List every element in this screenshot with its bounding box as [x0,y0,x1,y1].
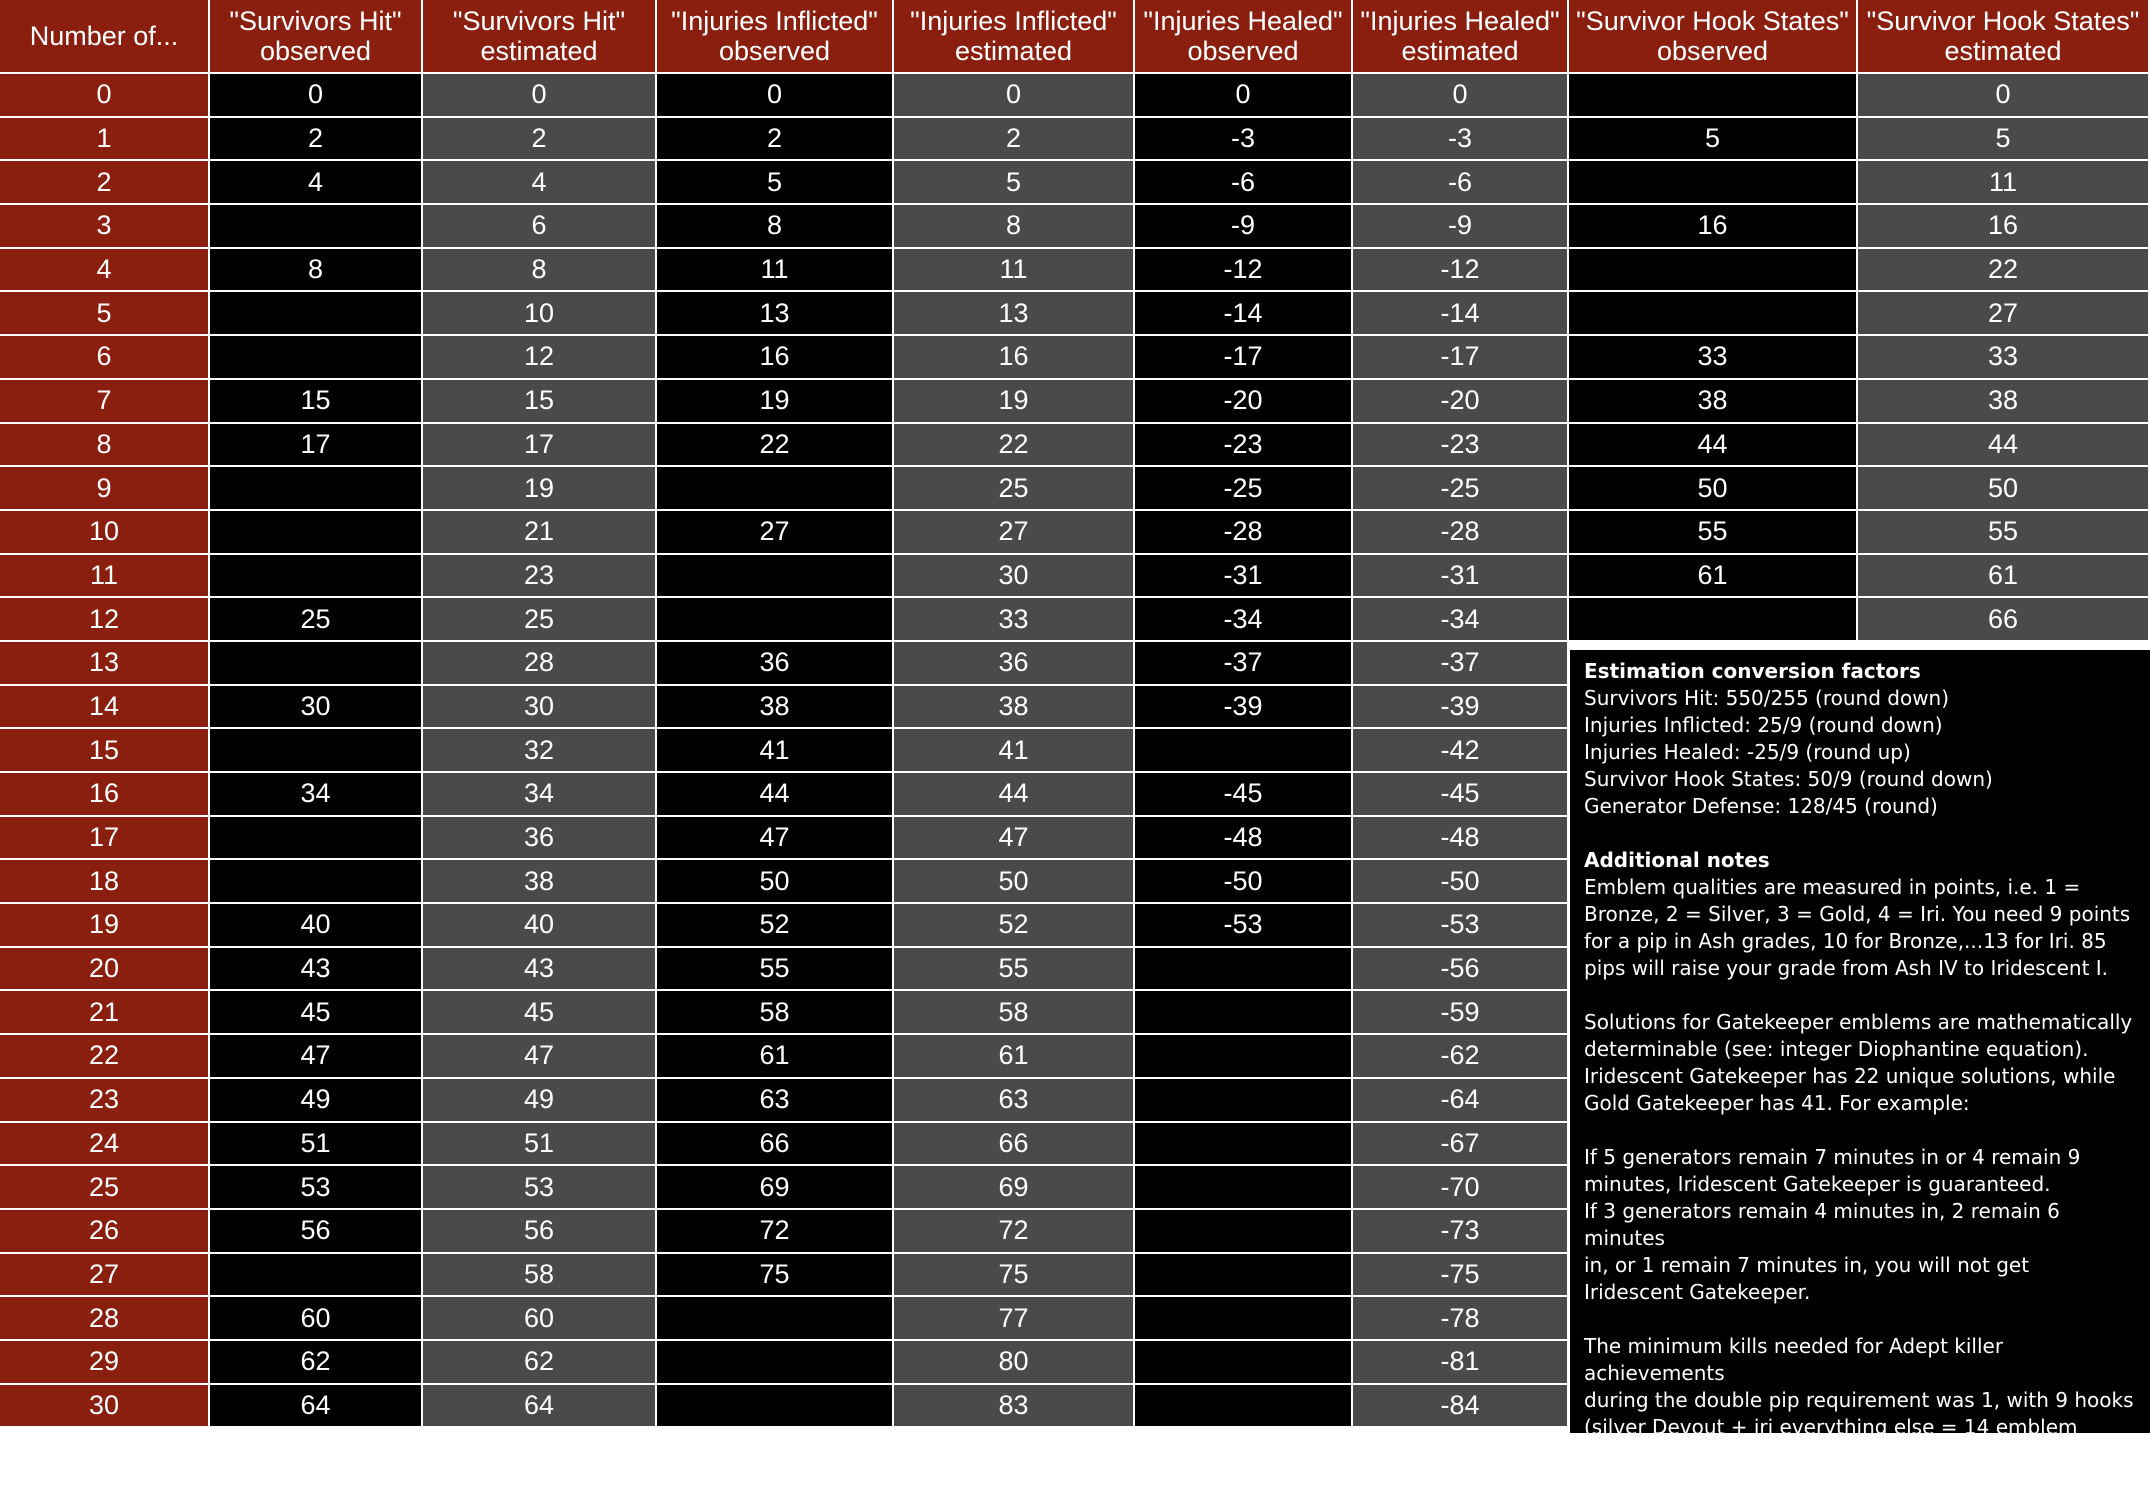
table-cell-injuries-healed-observed: -14 [1135,292,1353,336]
header-survivors-hit-estimated [423,0,657,74]
table-cell-hook-states-observed: 61 [1569,555,1858,599]
notes-paragraph-adept: The minimum kills needed for Adept killer achievements during the double pip requirement was 1, with 9 hooks (silver Devout + iri everything else = 14 emblem points, enough to double pip in Ash and Bronze grades.) [1584,1334,2134,1493]
table-cell-survivors-hit-estimated: 53 [423,1166,657,1210]
table-cell-injuries-healed-observed: -12 [1135,249,1353,293]
table-cell-survivors-hit-observed: 53 [210,1166,423,1210]
table-cell-hook-states-estimated: 22 [1858,249,2150,293]
table-cell-injuries-healed-observed: -31 [1135,555,1353,599]
row-number-cell: 24 [0,1123,210,1167]
table-cell-injuries-healed-estimated: -59 [1353,991,1569,1035]
table-cell-injuries-healed-estimated: -9 [1353,205,1569,249]
table-cell-injuries-inflicted-observed: 66 [657,1123,894,1167]
table-cell-injuries-inflicted-observed: 13 [657,292,894,336]
table-cell-hook-states-estimated: 11 [1858,161,2150,205]
table-cell-survivors-hit-observed [210,860,423,904]
table-cell-survivors-hit-observed: 60 [210,1297,423,1341]
table-cell-hook-states-observed [1569,161,1858,205]
table-cell-survivors-hit-observed [210,292,423,336]
spacer [1584,820,2140,847]
table-cell-injuries-inflicted-observed: 0 [657,74,894,118]
table-cell-survivors-hit-estimated: 40 [423,904,657,948]
table-cell-hook-states-estimated: 50 [1858,467,2150,511]
header-label-line: "Survivor Hook States" [1866,6,2140,36]
table-cell-injuries-healed-estimated: -42 [1353,729,1569,773]
table-cell-hook-states-observed: 16 [1569,205,1858,249]
row-number-cell: 22 [0,1035,210,1079]
row-number-cell: 6 [0,336,210,380]
table-cell-injuries-inflicted-estimated: 77 [894,1297,1135,1341]
table-cell-injuries-healed-observed: -39 [1135,686,1353,730]
table-cell-injuries-inflicted-estimated: 8 [894,205,1135,249]
table-cell-injuries-inflicted-observed: 75 [657,1254,894,1298]
table-cell-injuries-inflicted-estimated: 83 [894,1385,1135,1429]
table-cell-injuries-healed-observed: -50 [1135,860,1353,904]
header-label-line: "Injuries Inflicted" [671,6,878,36]
table-cell-injuries-inflicted-observed: 63 [657,1079,894,1123]
table-cell-injuries-inflicted-estimated: 5 [894,161,1135,205]
table-cell-injuries-inflicted-estimated: 63 [894,1079,1135,1123]
table-cell-survivors-hit-observed: 47 [210,1035,423,1079]
table-cell-survivors-hit-estimated: 15 [423,380,657,424]
table-cell-survivors-hit-estimated: 60 [423,1297,657,1341]
header-injuries-healed-estimated [1353,0,1569,74]
table-cell-injuries-inflicted-estimated: 27 [894,511,1135,555]
table-cell-injuries-healed-estimated: -45 [1353,773,1569,817]
table-cell-injuries-healed-estimated: -84 [1353,1385,1569,1429]
table-cell-injuries-healed-observed [1135,1210,1353,1254]
row-number-cell: 7 [0,380,210,424]
table-cell-hook-states-estimated: 27 [1858,292,2150,336]
header-label-line: estimated [1401,36,1519,66]
table-cell-injuries-inflicted-observed: 69 [657,1166,894,1210]
table-cell-injuries-healed-estimated: -50 [1353,860,1569,904]
table-cell-survivors-hit-estimated: 21 [423,511,657,555]
table-cell-injuries-healed-estimated: -56 [1353,948,1569,992]
row-number-cell: 19 [0,904,210,948]
table-cell-injuries-inflicted-observed [657,1341,894,1385]
table-cell-survivors-hit-estimated: 2 [423,118,657,162]
table-cell-injuries-healed-observed [1135,1123,1353,1167]
table-cell-survivors-hit-estimated: 45 [423,991,657,1035]
table-cell-injuries-inflicted-estimated: 11 [894,249,1135,293]
table-cell-injuries-healed-estimated: -37 [1353,642,1569,686]
table-cell-injuries-inflicted-estimated: 72 [894,1210,1135,1254]
table-cell-injuries-healed-estimated: -14 [1353,292,1569,336]
table-cell-survivors-hit-observed [210,467,423,511]
table-cell-survivors-hit-observed: 17 [210,424,423,468]
row-number-cell: 29 [0,1341,210,1385]
notes-paragraph-emblems: Emblem qualities are measured in points, i.e. 1 = Bronze, 2 = Silver, 3 = Gold, 4 = Iri. You need 9 points for a pip in Ash grades, 10 for Bronze,...13 for Iri. 85 pips will raise your grade from Ash IV to Iridescent I. [1584,875,2131,980]
table-cell-hook-states-observed: 33 [1569,336,1858,380]
table-cell-survivors-hit-estimated: 19 [423,467,657,511]
table-cell-hook-states-observed [1569,292,1858,336]
table-cell-injuries-inflicted-estimated: 2 [894,118,1135,162]
row-number-cell: 10 [0,511,210,555]
conversion-line: Generator Defense: 128/45 (round) [1584,794,1938,818]
table-cell-injuries-inflicted-observed: 58 [657,991,894,1035]
row-number-cell: 8 [0,424,210,468]
table-cell-hook-states-estimated: 61 [1858,555,2150,599]
table-cell-survivors-hit-observed [210,336,423,380]
table-cell-survivors-hit-estimated: 28 [423,642,657,686]
table-cell-injuries-inflicted-estimated: 69 [894,1166,1135,1210]
table-cell-hook-states-observed: 55 [1569,511,1858,555]
table-cell-survivors-hit-observed: 15 [210,380,423,424]
header-label-line: Number of... [29,21,179,51]
table-cell-injuries-healed-observed: -25 [1135,467,1353,511]
table-cell-injuries-inflicted-estimated: 61 [894,1035,1135,1079]
table-cell-injuries-healed-observed [1135,991,1353,1035]
table-cell-injuries-healed-estimated: -3 [1353,118,1569,162]
table-cell-injuries-healed-observed: -28 [1135,511,1353,555]
row-number-cell: 25 [0,1166,210,1210]
table-cell-injuries-healed-estimated: -12 [1353,249,1569,293]
row-number-cell: 27 [0,1254,210,1298]
row-number-cell: 14 [0,686,210,730]
table-cell-survivors-hit-observed: 43 [210,948,423,992]
table-cell-injuries-healed-estimated: -48 [1353,817,1569,861]
table-cell-survivors-hit-estimated: 58 [423,1254,657,1298]
table-cell-hook-states-observed: 44 [1569,424,1858,468]
table-cell-injuries-healed-observed: -3 [1135,118,1353,162]
table-cell-injuries-inflicted-estimated: 75 [894,1254,1135,1298]
table-cell-survivors-hit-estimated: 56 [423,1210,657,1254]
table-cell-hook-states-estimated: 44 [1858,424,2150,468]
table-cell-injuries-inflicted-estimated: 36 [894,642,1135,686]
header-injuries-inflicted-estimated [894,0,1135,74]
table-cell-injuries-healed-observed: -6 [1135,161,1353,205]
table-cell-injuries-inflicted-estimated: 13 [894,292,1135,336]
table-cell-injuries-healed-estimated: -75 [1353,1254,1569,1298]
table-cell-injuries-inflicted-estimated: 41 [894,729,1135,773]
row-number-cell: 2 [0,161,210,205]
table-cell-survivors-hit-observed: 40 [210,904,423,948]
row-number-cell: 15 [0,729,210,773]
conversion-line: Injuries Healed: -25/9 (round up) [1584,740,1911,764]
table-cell-injuries-healed-observed [1135,729,1353,773]
header-injuries-healed-observed [1135,0,1353,74]
table-cell-hook-states-estimated: 0 [1858,74,2150,118]
row-number-cell: 30 [0,1385,210,1429]
table-cell-injuries-healed-observed [1135,1079,1353,1123]
table-cell-injuries-healed-observed: 0 [1135,74,1353,118]
table-cell-survivors-hit-observed: 49 [210,1079,423,1123]
table-cell-survivors-hit-estimated: 25 [423,598,657,642]
table-cell-survivors-hit-estimated: 62 [423,1341,657,1385]
table-cell-injuries-inflicted-estimated: 19 [894,380,1135,424]
table-cell-injuries-healed-estimated: -78 [1353,1297,1569,1341]
table-cell-injuries-inflicted-observed: 72 [657,1210,894,1254]
table-cell-survivors-hit-estimated: 43 [423,948,657,992]
table-cell-hook-states-estimated: 33 [1858,336,2150,380]
header-label-line: estimated [480,36,598,66]
table-cell-injuries-inflicted-estimated: 30 [894,555,1135,599]
table-cell-injuries-healed-estimated: -39 [1353,686,1569,730]
header-hook-states-observed [1569,0,1858,74]
table-cell-survivors-hit-observed: 51 [210,1123,423,1167]
table-cell-injuries-inflicted-estimated: 22 [894,424,1135,468]
table-cell-survivors-hit-observed: 45 [210,991,423,1035]
table-cell-hook-states-observed [1569,249,1858,293]
table-cell-injuries-healed-observed [1135,1166,1353,1210]
header-label-line: "Survivors Hit" [452,6,626,36]
table-cell-injuries-inflicted-observed [657,1385,894,1429]
header-label-line: observed [1187,36,1299,66]
table-cell-survivors-hit-observed: 2 [210,118,423,162]
table-cell-injuries-healed-observed: -20 [1135,380,1353,424]
table-cell-hook-states-observed [1569,598,1858,642]
conversion-line: Survivors Hit: 550/255 (round down) [1584,686,1950,710]
table-cell-injuries-inflicted-observed: 22 [657,424,894,468]
table-cell-injuries-healed-observed: -53 [1135,904,1353,948]
header-survivors-hit-observed [210,0,423,74]
table-cell-injuries-inflicted-observed: 11 [657,249,894,293]
table-cell-injuries-inflicted-observed: 55 [657,948,894,992]
row-number-cell: 12 [0,598,210,642]
table-cell-hook-states-estimated: 55 [1858,511,2150,555]
table-cell-injuries-healed-estimated: -6 [1353,161,1569,205]
conversion-factors-title: Estimation conversion factors [1584,659,1921,683]
notes-paragraph-generators: If 5 generators remain 7 minutes in or 4 remain 9 minutes, Iridescent Gatekeeper is guaranteed. If 3 generators remain 4 minutes in, 2 remain 6 minutes in, or 1 remain 7 minutes in, you will not get Iridescent Gatekeeper. [1584,1145,2081,1304]
table-cell-hook-states-observed [1569,74,1858,118]
table-cell-survivors-hit-observed [210,205,423,249]
row-number-cell: 4 [0,249,210,293]
table-cell-injuries-healed-estimated: -81 [1353,1341,1569,1385]
table-cell-survivors-hit-estimated: 64 [423,1385,657,1429]
table-cell-injuries-inflicted-observed: 5 [657,161,894,205]
table-cell-injuries-inflicted-estimated: 16 [894,336,1135,380]
row-number-cell: 5 [0,292,210,336]
table-cell-injuries-inflicted-estimated: 33 [894,598,1135,642]
table-cell-injuries-inflicted-observed: 61 [657,1035,894,1079]
table-cell-injuries-healed-observed: -45 [1135,773,1353,817]
table-cell-hook-states-observed: 38 [1569,380,1858,424]
table-cell-injuries-inflicted-estimated: 0 [894,74,1135,118]
header-injuries-inflicted-observed [657,0,894,74]
table-cell-survivors-hit-observed [210,1254,423,1298]
table-cell-injuries-inflicted-observed: 2 [657,118,894,162]
table-cell-survivors-hit-observed: 34 [210,773,423,817]
table-cell-survivors-hit-estimated: 30 [423,686,657,730]
table-cell-injuries-inflicted-observed: 50 [657,860,894,904]
table-cell-injuries-inflicted-observed [657,467,894,511]
header-hook-states-estimated [1858,0,2150,74]
row-number-cell: 13 [0,642,210,686]
table-cell-survivors-hit-observed [210,555,423,599]
table-cell-survivors-hit-estimated: 47 [423,1035,657,1079]
row-number-cell: 23 [0,1079,210,1123]
table-cell-injuries-inflicted-observed: 19 [657,380,894,424]
table-cell-injuries-inflicted-observed [657,598,894,642]
table-cell-injuries-healed-estimated: -17 [1353,336,1569,380]
table-cell-injuries-inflicted-estimated: 52 [894,904,1135,948]
table-cell-survivors-hit-observed: 25 [210,598,423,642]
table-cell-injuries-healed-observed [1135,948,1353,992]
table-cell-survivors-hit-estimated: 36 [423,817,657,861]
row-number-cell: 26 [0,1210,210,1254]
table-cell-injuries-inflicted-observed: 16 [657,336,894,380]
table-cell-injuries-healed-observed [1135,1297,1353,1341]
row-number-cell: 18 [0,860,210,904]
table-cell-injuries-healed-observed [1135,1385,1353,1429]
table-cell-injuries-inflicted-estimated: 58 [894,991,1135,1035]
table-cell-injuries-inflicted-estimated: 66 [894,1123,1135,1167]
header-label-line: estimated [954,36,1073,66]
table-cell-injuries-healed-observed: -48 [1135,817,1353,861]
table-cell-injuries-healed-observed [1135,1254,1353,1298]
table-cell-survivors-hit-observed [210,817,423,861]
table-cell-hook-states-observed: 50 [1569,467,1858,511]
table-cell-survivors-hit-observed: 8 [210,249,423,293]
row-number-cell: 9 [0,467,210,511]
table-cell-survivors-hit-estimated: 12 [423,336,657,380]
table-cell-injuries-healed-estimated: -23 [1353,424,1569,468]
notes-panel [1570,650,2150,1493]
table-cell-injuries-inflicted-observed: 47 [657,817,894,861]
table-cell-injuries-healed-observed: -23 [1135,424,1353,468]
table-cell-hook-states-observed: 5 [1569,118,1858,162]
table-cell-injuries-healed-observed: -37 [1135,642,1353,686]
table-cell-survivors-hit-observed: 62 [210,1341,423,1385]
table-cell-injuries-healed-estimated: 0 [1353,74,1569,118]
table-cell-survivors-hit-observed [210,729,423,773]
table-cell-injuries-healed-estimated: -73 [1353,1210,1569,1254]
table-cell-injuries-inflicted-estimated: 25 [894,467,1135,511]
header-label-line: "Injuries Healed" [1143,6,1343,36]
table-cell-survivors-hit-observed: 30 [210,686,423,730]
table-cell-survivors-hit-estimated: 23 [423,555,657,599]
table-cell-injuries-inflicted-estimated: 47 [894,817,1135,861]
table-cell-injuries-healed-estimated: -53 [1353,904,1569,948]
row-number-cell: 1 [0,118,210,162]
table-cell-injuries-inflicted-estimated: 44 [894,773,1135,817]
table-cell-survivors-hit-estimated: 32 [423,729,657,773]
table-cell-injuries-inflicted-observed: 44 [657,773,894,817]
notes-paragraph-gatekeeper: Solutions for Gatekeeper emblems are mathematically determinable (see: integer Diophantine equation). Iridescent Gatekeeper has 22 unique solutions, while Gold Gatekeeper has 41. For example: [1584,1010,2133,1115]
table-cell-injuries-healed-estimated: -28 [1353,511,1569,555]
table-cell-injuries-healed-observed [1135,1341,1353,1385]
table-cell-hook-states-estimated: 16 [1858,205,2150,249]
spacer [1584,982,2140,1009]
additional-notes-title: Additional notes [1584,848,1770,872]
table-cell-injuries-healed-estimated: -62 [1353,1035,1569,1079]
header-label-line: "Survivor Hook States" [1576,6,1849,36]
table-cell-injuries-inflicted-observed: 41 [657,729,894,773]
table-cell-injuries-inflicted-observed: 38 [657,686,894,730]
spacer [1584,1117,2140,1144]
conversion-line: Survivor Hook States: 50/9 (round down) [1584,767,1993,791]
table-cell-injuries-inflicted-estimated: 38 [894,686,1135,730]
table-cell-hook-states-estimated: 5 [1858,118,2150,162]
table-cell-survivors-hit-estimated: 51 [423,1123,657,1167]
table-cell-survivors-hit-observed [210,642,423,686]
header-label-line: observed [718,36,831,66]
table-cell-survivors-hit-estimated: 8 [423,249,657,293]
table-cell-injuries-healed-estimated: -34 [1353,598,1569,642]
table-cell-injuries-healed-observed: -17 [1135,336,1353,380]
row-number-cell: 11 [0,555,210,599]
table-cell-injuries-inflicted-observed [657,1297,894,1341]
spacer [1584,1306,2140,1333]
row-number-cell: 20 [0,948,210,992]
header-label-line: "Injuries Inflicted" [910,6,1117,36]
table-cell-survivors-hit-estimated: 17 [423,424,657,468]
row-number-cell: 16 [0,773,210,817]
table-cell-injuries-inflicted-observed: 36 [657,642,894,686]
header-number-of [0,0,210,74]
table-cell-injuries-inflicted-observed: 27 [657,511,894,555]
header-label-line: "Injuries Healed" [1360,6,1560,36]
table-cell-hook-states-estimated: 38 [1858,380,2150,424]
table-cell-injuries-inflicted-estimated: 50 [894,860,1135,904]
table-cell-injuries-healed-estimated: -70 [1353,1166,1569,1210]
table-cell-survivors-hit-estimated: 6 [423,205,657,249]
table-cell-injuries-healed-estimated: -64 [1353,1079,1569,1123]
table-cell-survivors-hit-estimated: 4 [423,161,657,205]
table-cell-survivors-hit-estimated: 34 [423,773,657,817]
header-label-line: observed [1656,36,1769,66]
table-cell-hook-states-estimated: 66 [1858,598,2150,642]
table-cell-injuries-inflicted-estimated: 55 [894,948,1135,992]
table-cell-injuries-inflicted-observed [657,555,894,599]
row-number-cell: 21 [0,991,210,1035]
row-number-cell: 3 [0,205,210,249]
table-cell-survivors-hit-estimated: 10 [423,292,657,336]
table-cell-injuries-healed-estimated: -20 [1353,380,1569,424]
table-cell-injuries-inflicted-estimated: 80 [894,1341,1135,1385]
row-number-cell: 0 [0,74,210,118]
table-cell-injuries-inflicted-observed: 8 [657,205,894,249]
table-cell-survivors-hit-observed: 4 [210,161,423,205]
row-number-cell: 17 [0,817,210,861]
table-cell-survivors-hit-observed: 0 [210,74,423,118]
table-cell-injuries-healed-observed: -9 [1135,205,1353,249]
table-cell-survivors-hit-estimated: 49 [423,1079,657,1123]
header-label-line: observed [259,36,372,66]
table-cell-injuries-healed-estimated: -31 [1353,555,1569,599]
table-cell-injuries-healed-estimated: -67 [1353,1123,1569,1167]
table-cell-survivors-hit-observed: 64 [210,1385,423,1429]
table-cell-injuries-healed-estimated: -25 [1353,467,1569,511]
table-cell-injuries-healed-observed: -34 [1135,598,1353,642]
table-cell-injuries-healed-observed [1135,1035,1353,1079]
table-cell-survivors-hit-observed [210,511,423,555]
header-label-line: "Survivors Hit" [229,6,402,36]
conversion-line: Injuries Inflicted: 25/9 (round down) [1584,713,1943,737]
header-label-line: estimated [1944,36,2062,66]
table-cell-injuries-inflicted-observed: 52 [657,904,894,948]
table-cell-survivors-hit-estimated: 0 [423,74,657,118]
table-cell-survivors-hit-estimated: 38 [423,860,657,904]
table-cell-survivors-hit-observed: 56 [210,1210,423,1254]
row-number-cell: 28 [0,1297,210,1341]
